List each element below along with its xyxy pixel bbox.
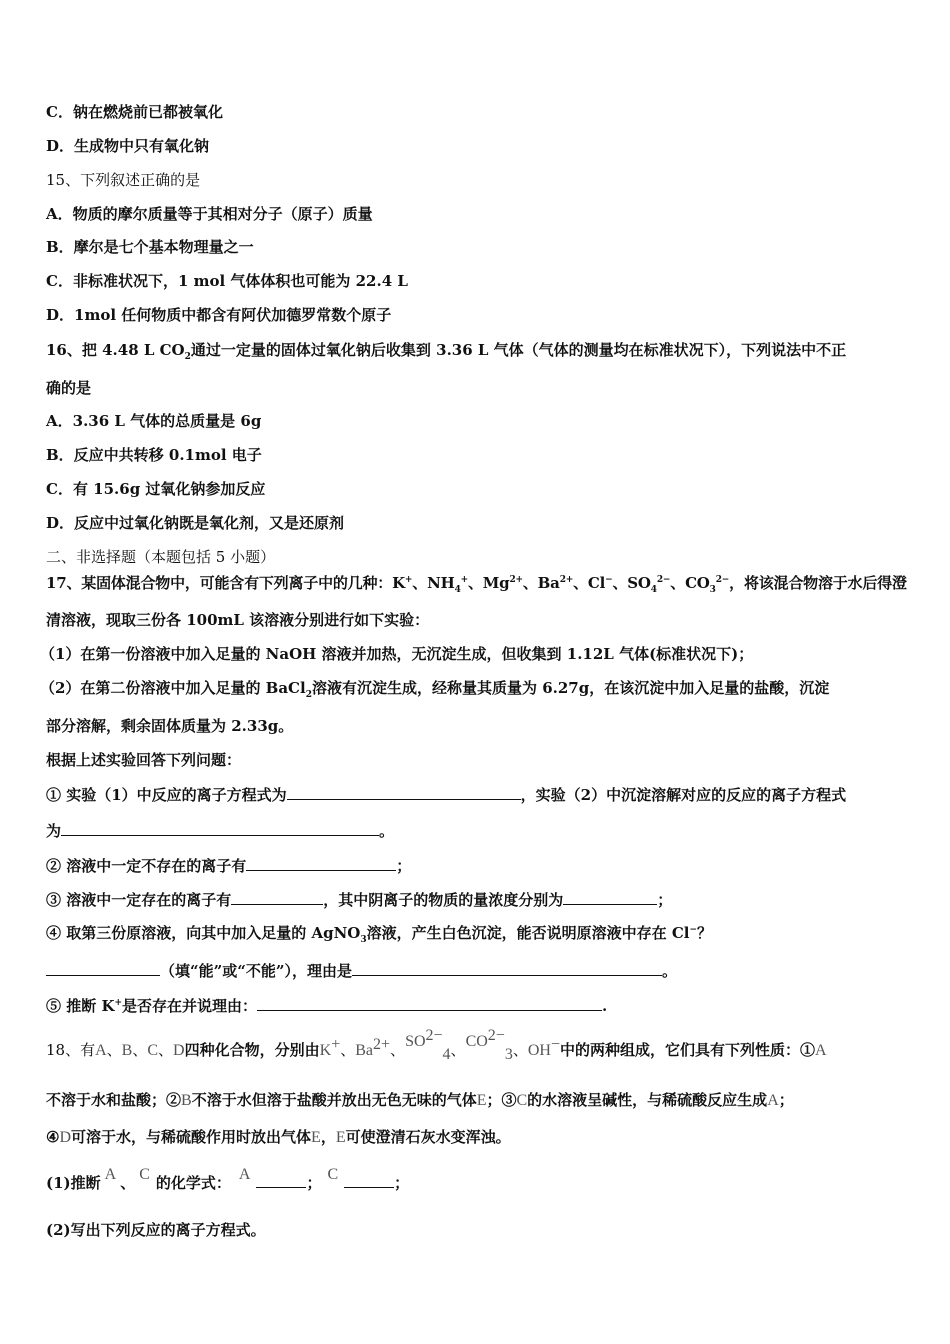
q18-text: 的化学式： bbox=[155, 1174, 231, 1192]
q16-option-c: C．有 15.6g 过氧化钠参加反应 bbox=[46, 480, 266, 498]
compound-c: C bbox=[516, 1092, 528, 1109]
q18-text: ， bbox=[320, 1128, 336, 1146]
q15-option-b: B．摩尔是七个基本物理量之一 bbox=[46, 238, 254, 256]
q18-text: 、 bbox=[512, 1041, 528, 1059]
ion-co: CO bbox=[465, 1033, 488, 1050]
q17-sub4-text: 溶液，产生白色沉淀，能否说明原溶液中存在 Cl bbox=[366, 924, 690, 942]
q18-stem-line2 bbox=[46, 1090, 906, 1111]
q17-sub4-charge: − bbox=[689, 925, 698, 935]
q17-sub1-line2 bbox=[46, 820, 906, 841]
q18-stem-line3 bbox=[46, 1127, 906, 1148]
q17-sub4-text: ？ bbox=[697, 924, 713, 942]
q18-text: 18、有 bbox=[46, 1041, 96, 1059]
compound-a: A bbox=[104, 1166, 117, 1183]
ion-cl: 、Cl bbox=[573, 574, 606, 592]
answer-blank[interactable] bbox=[352, 960, 662, 976]
q16-stem-subscript: 2 bbox=[184, 352, 191, 362]
q18-text: 、 bbox=[132, 1041, 148, 1059]
ion-k: K bbox=[319, 1042, 332, 1059]
ion-charge: + bbox=[460, 575, 468, 585]
q18-stem-line1 bbox=[46, 1027, 906, 1063]
ion-subscript: 3 bbox=[504, 1046, 513, 1063]
q16-stem-part: 16、把 4.48 L CO bbox=[46, 341, 185, 359]
ion-charge: + bbox=[331, 1036, 341, 1053]
q18-text: 的水溶液呈碱性，与稀硫酸反应生成 bbox=[527, 1091, 768, 1109]
q17-sub1-text: 。 bbox=[379, 822, 395, 840]
q17-sub5-text: ⑤ 推断 K bbox=[46, 997, 115, 1015]
q18-text: 、 bbox=[390, 1041, 406, 1059]
ion-charge: 2− bbox=[425, 1027, 443, 1044]
ion-k: K bbox=[392, 574, 405, 592]
ion-subscript: 4 bbox=[454, 585, 461, 595]
q17-sub2-text: ② 溶液中一定不存在的离子有 bbox=[46, 857, 247, 875]
q17-stem-line1 bbox=[46, 573, 906, 593]
compound-a: A bbox=[767, 1092, 779, 1109]
q17-intro: 根据上述实验回答下列问题： bbox=[46, 751, 242, 769]
q17-stem-part: ，将该混合物溶于水后得澄 bbox=[729, 574, 907, 592]
ion-ba: Ba bbox=[355, 1042, 374, 1059]
ion-so: 、SO bbox=[612, 574, 651, 592]
q17-experiment-2-line2: 部分溶解，剩余固体质量为 2.33g。 bbox=[46, 717, 294, 735]
answer-blank[interactable] bbox=[46, 960, 160, 976]
q17-sub1-text: ① 实验（1）中反应的离子方程式为 bbox=[46, 786, 287, 804]
section-title: 二、非选择题（本题包括 5 小题） bbox=[46, 548, 276, 566]
q18-text: 可使澄清石灰水变浑浊。 bbox=[345, 1128, 511, 1146]
q18-sub1 bbox=[46, 1166, 906, 1194]
q18-text: 、 bbox=[158, 1041, 174, 1059]
q16-stem-part: 通过一定量的固体过氧化钠后收集到 3.36 L 气体（气体的测量均在标准状况下），下列说法中不正 bbox=[190, 341, 847, 359]
q18-text: ； bbox=[778, 1091, 794, 1109]
q18-text: ； bbox=[394, 1174, 410, 1192]
ion-ba: 、Ba bbox=[522, 574, 560, 592]
compound-a: A bbox=[238, 1166, 251, 1183]
ion-charge: − bbox=[550, 1036, 560, 1053]
q17-sub5-charge: + bbox=[114, 998, 123, 1008]
q17-sub4-text: ④ 取第三份原溶液，向其中加入足量的 AgNO bbox=[46, 924, 361, 942]
q18-text: 四种化合物，分别由 bbox=[184, 1041, 320, 1059]
q16-option-a: A．3.36 L 气体的总质量是 6g bbox=[46, 412, 262, 430]
q17-sub3-text: ，其中阴离子的物质的量浓度分别为 bbox=[323, 891, 564, 909]
ion-mg: 、Mg bbox=[467, 574, 510, 592]
q17-sub1-text: ，实验（2）中沉淀溶解对应的反应的离子方程式 bbox=[520, 786, 847, 804]
answer-blank[interactable] bbox=[256, 1172, 306, 1188]
q15-option-d: D．1mol 任何物质中都含有阿伏加德罗常数个原子 bbox=[46, 306, 392, 324]
ion-subscript: 3 bbox=[709, 585, 716, 595]
q17-sub3-text: ； bbox=[657, 891, 673, 909]
q16-option-b: B．反应中共转移 0.1mol 电子 bbox=[46, 446, 262, 464]
compound-c: C bbox=[327, 1166, 339, 1183]
q17-stem-line2: 清溶液，现取三份各 100mL 该溶液分别进行如下实验： bbox=[46, 611, 430, 629]
ion-subscript: 4 bbox=[442, 1046, 451, 1063]
compound-a: A bbox=[95, 1042, 107, 1059]
q15-stem: 15、下列叙述正确的是 bbox=[46, 171, 201, 189]
q17-sub5-text: 是否存在并说理由： bbox=[122, 997, 258, 1015]
ion-charge: 2+ bbox=[559, 575, 574, 585]
ion-charge: 2− bbox=[656, 575, 671, 585]
compound-b: B bbox=[121, 1042, 133, 1059]
compound-e: E bbox=[476, 1092, 487, 1109]
ion-oh: OH bbox=[527, 1042, 551, 1059]
q15-option-a: A．物质的摩尔质量等于其相对分子（原子）质量 bbox=[46, 205, 373, 223]
q17-sub5 bbox=[46, 995, 906, 1016]
q18-text: 、 bbox=[120, 1174, 136, 1192]
q17-sub4-line2 bbox=[46, 960, 906, 981]
q15-option-c: C．非标准状况下，1 mol 气体体积也可能为 22.4 L bbox=[46, 272, 408, 290]
q17-sub4-subscript: 3 bbox=[360, 935, 367, 945]
q14-option-c: C．钠在燃烧前已都被氧化 bbox=[46, 103, 223, 121]
q18-text: 不溶于水和盐酸；② bbox=[46, 1091, 182, 1109]
q16-stem-line1 bbox=[46, 340, 906, 360]
q17-sub4-line1 bbox=[46, 923, 906, 943]
q17-sub5-text: . bbox=[602, 997, 608, 1015]
q18-text: 可溶于水，与稀硫酸作用时放出气体 bbox=[71, 1128, 312, 1146]
q18-text: ④ bbox=[46, 1128, 60, 1146]
answer-blank[interactable] bbox=[344, 1172, 394, 1188]
q16-stem-line2: 确的是 bbox=[46, 379, 92, 397]
q17-experiment-2-line1 bbox=[40, 678, 900, 698]
answer-blank[interactable] bbox=[287, 784, 521, 800]
answer-blank[interactable] bbox=[246, 855, 396, 871]
q16-option-d: D．反应中过氧化钠既是氧化剂，又是还原剂 bbox=[46, 514, 345, 532]
answer-blank[interactable] bbox=[61, 820, 379, 836]
q17-sub4-text: 。 bbox=[662, 962, 678, 980]
q17-experiment-1: （1）在第一份溶液中加入足量的 NaOH 溶液并加热，无沉淀生成，但收集到 1.12L 气体(标准状况下)； bbox=[40, 645, 754, 663]
q17-sub2-text: ； bbox=[396, 857, 412, 875]
answer-blank[interactable] bbox=[257, 995, 602, 1011]
q17-sub2 bbox=[46, 855, 906, 876]
q17-sub1-text: 为 bbox=[46, 822, 62, 840]
compound-d: D bbox=[173, 1042, 185, 1059]
ion-subscript: 4 bbox=[650, 585, 657, 595]
q17-sub3-text: ③ 溶液中一定存在的离子有 bbox=[46, 891, 232, 909]
q17-sub4-text: （填“能”或“不能”），理由是 bbox=[160, 962, 353, 980]
q18-text: 、 bbox=[450, 1041, 466, 1059]
ion-charge: 2− bbox=[715, 575, 730, 585]
ion-nh: 、NH bbox=[412, 574, 455, 592]
answer-blank[interactable] bbox=[231, 889, 323, 905]
q17-sub1-line1 bbox=[46, 784, 906, 805]
q17-exp2-part: （2）在第二份溶液中加入足量的 BaCl bbox=[40, 679, 306, 697]
ion-so: SO bbox=[405, 1033, 426, 1050]
q18-text: (1)推断 bbox=[46, 1174, 101, 1192]
compound-a: A bbox=[815, 1042, 827, 1059]
ion-charge: 2− bbox=[487, 1027, 505, 1044]
q18-text: 中的两种组成，它们具有下列性质：① bbox=[559, 1041, 815, 1059]
q17-exp2-subscript: 2 bbox=[305, 690, 312, 700]
q18-text: 、 bbox=[106, 1041, 122, 1059]
compound-b: B bbox=[181, 1092, 192, 1109]
ion-charge: − bbox=[605, 575, 613, 585]
q17-stem-part: 17、某固体混合物中，可能含有下列离子中的几种： bbox=[46, 574, 393, 592]
compound-e: E bbox=[311, 1129, 321, 1146]
q17-exp2-part: 溶液有沉淀生成，经称量其质量为 6.27g，在该沉淀中加入足量的盐酸，沉淀 bbox=[311, 679, 830, 697]
compound-c: C bbox=[147, 1042, 159, 1059]
compound-d: D bbox=[59, 1129, 72, 1146]
compound-c: C bbox=[139, 1166, 150, 1183]
q14-option-d: D．生成物中只有氧化钠 bbox=[46, 137, 210, 155]
q18-text: 、 bbox=[340, 1041, 356, 1059]
ion-charge: 2+ bbox=[509, 575, 523, 585]
answer-blank[interactable] bbox=[563, 889, 657, 905]
q18-text: 不溶于水但溶于盐酸并放出无色无味的气体 bbox=[191, 1091, 477, 1109]
q18-text: ； bbox=[306, 1174, 322, 1192]
q17-sub3 bbox=[46, 889, 906, 910]
ion-charge: 2+ bbox=[373, 1036, 391, 1053]
ion-co: 、CO bbox=[670, 574, 710, 592]
q18-sub2: (2)写出下列反应的离子方程式。 bbox=[46, 1221, 266, 1239]
q18-text: ；③ bbox=[486, 1091, 517, 1109]
ion-charge: + bbox=[404, 575, 413, 585]
compound-e: E bbox=[335, 1129, 346, 1146]
